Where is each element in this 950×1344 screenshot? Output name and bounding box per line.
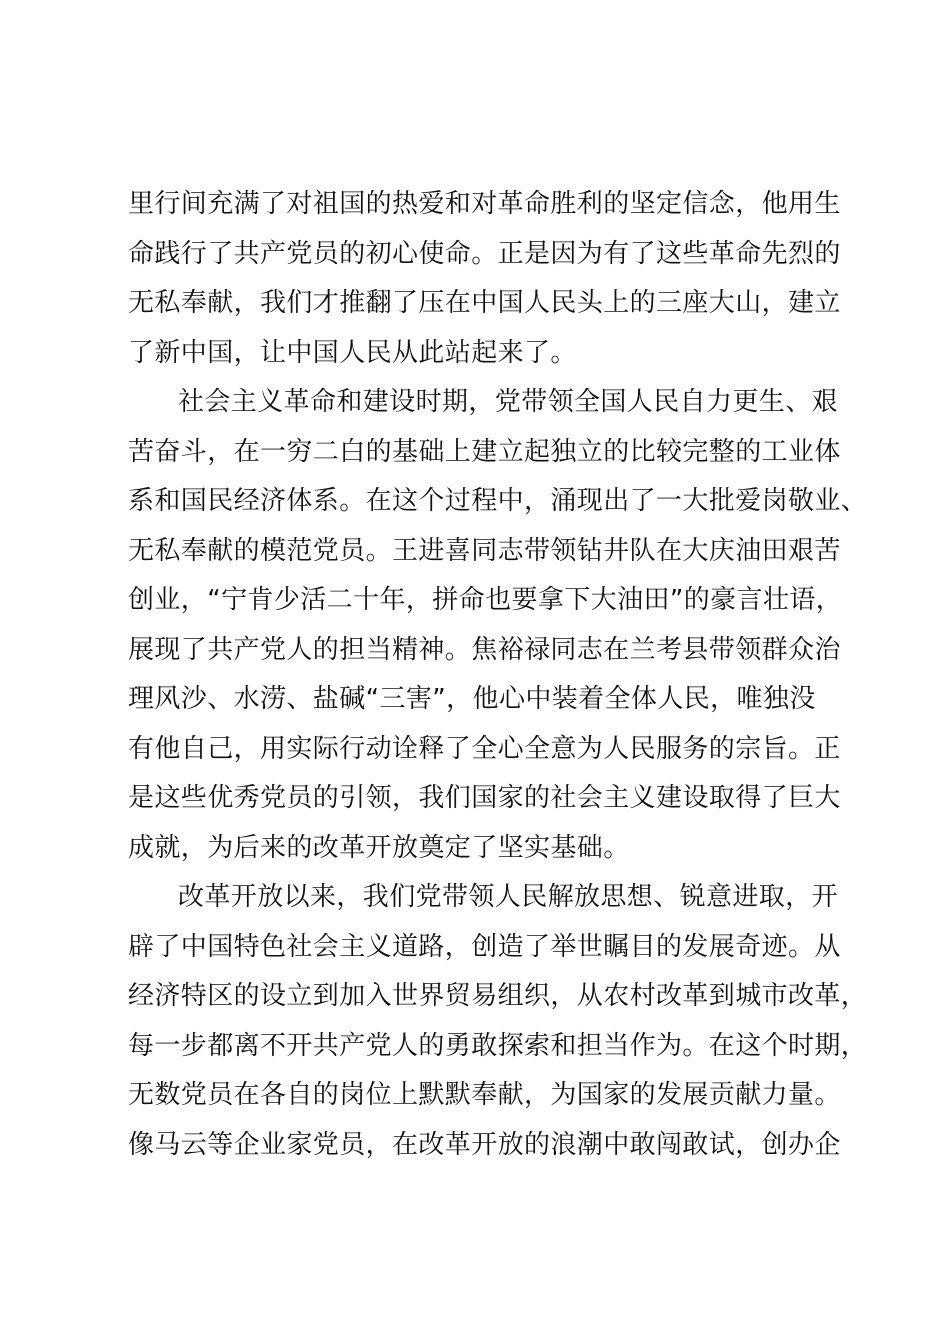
paragraph-line: 苦奋斗，在一穷二白的基础上建立起独立的比较完整的工业体 bbox=[128, 436, 841, 467]
paragraph-line: 成就，为后来的改革开放奠定了坚实基础。 bbox=[128, 832, 630, 863]
paragraph-line: 无私奉献的模范党员。王进喜同志带领钻井队在大庆油田艰苦 bbox=[128, 535, 841, 566]
paragraph-line: 创业，“宁肯少活二十年，拼命也要拿下大油田”的豪言壮语， bbox=[128, 585, 843, 615]
paragraph-line: 里行间充满了对祖国的热爱和对革命胜利的坚定信念，他用生 bbox=[128, 189, 841, 219]
paragraph-line: 每一步都离不开共产党人的勇敢探索和担当作为。在这个时期， bbox=[128, 1030, 868, 1061]
paragraph-line: 了新中国，让中国人民从此站起来了。 bbox=[128, 337, 577, 368]
paragraph-line: 命践行了共产党员的初心使命。正是因为有了这些革命先烈的 bbox=[128, 238, 841, 269]
paragraph-line: 有他自己，用实际行动诠释了全心全意为人民服务的宗旨。正 bbox=[128, 733, 841, 764]
paragraph-line: 无数党员在各自的岗位上默默奉献，为国家的发展贡献力量。 bbox=[128, 1080, 841, 1110]
body-text bbox=[128, 180, 868, 1170]
paragraph-line: 理风沙、水涝、盐碱“三害”，他心中装着全体人民，唯独没 bbox=[128, 684, 816, 714]
paragraph-line: 展现了共产党人的担当精神。焦裕禄同志在兰考县带领群众治 bbox=[128, 634, 841, 665]
paragraph-line: 无私奉献，我们才推翻了压在中国人民头上的三座大山，建立 bbox=[128, 288, 841, 318]
paragraph-line: 经济特区的设立到加入世界贸易组织，从农村改革到城市改革， bbox=[128, 981, 868, 1011]
paragraph-line: 像马云等企业家党员，在改革开放的浪潮中敢闯敢试，创办企 bbox=[128, 1129, 841, 1160]
paragraph-line: 是这些优秀党员的引领，我们国家的社会主义建设取得了巨大 bbox=[128, 783, 841, 813]
paragraph-line: 改革开放以来，我们党带领人民解放思想、锐意进取，开 bbox=[178, 882, 839, 912]
paragraph-line: 辟了中国特色社会主义道路，创造了举世瞩目的发展奇迹。从 bbox=[128, 931, 841, 962]
paragraph-line: 社会主义革命和建设时期，党带领全国人民自力更生、艰 bbox=[178, 387, 839, 417]
paragraph-line: 系和国民经济体系。在这个过程中，涌现出了一大批爱岗敬业、 bbox=[128, 486, 868, 516]
